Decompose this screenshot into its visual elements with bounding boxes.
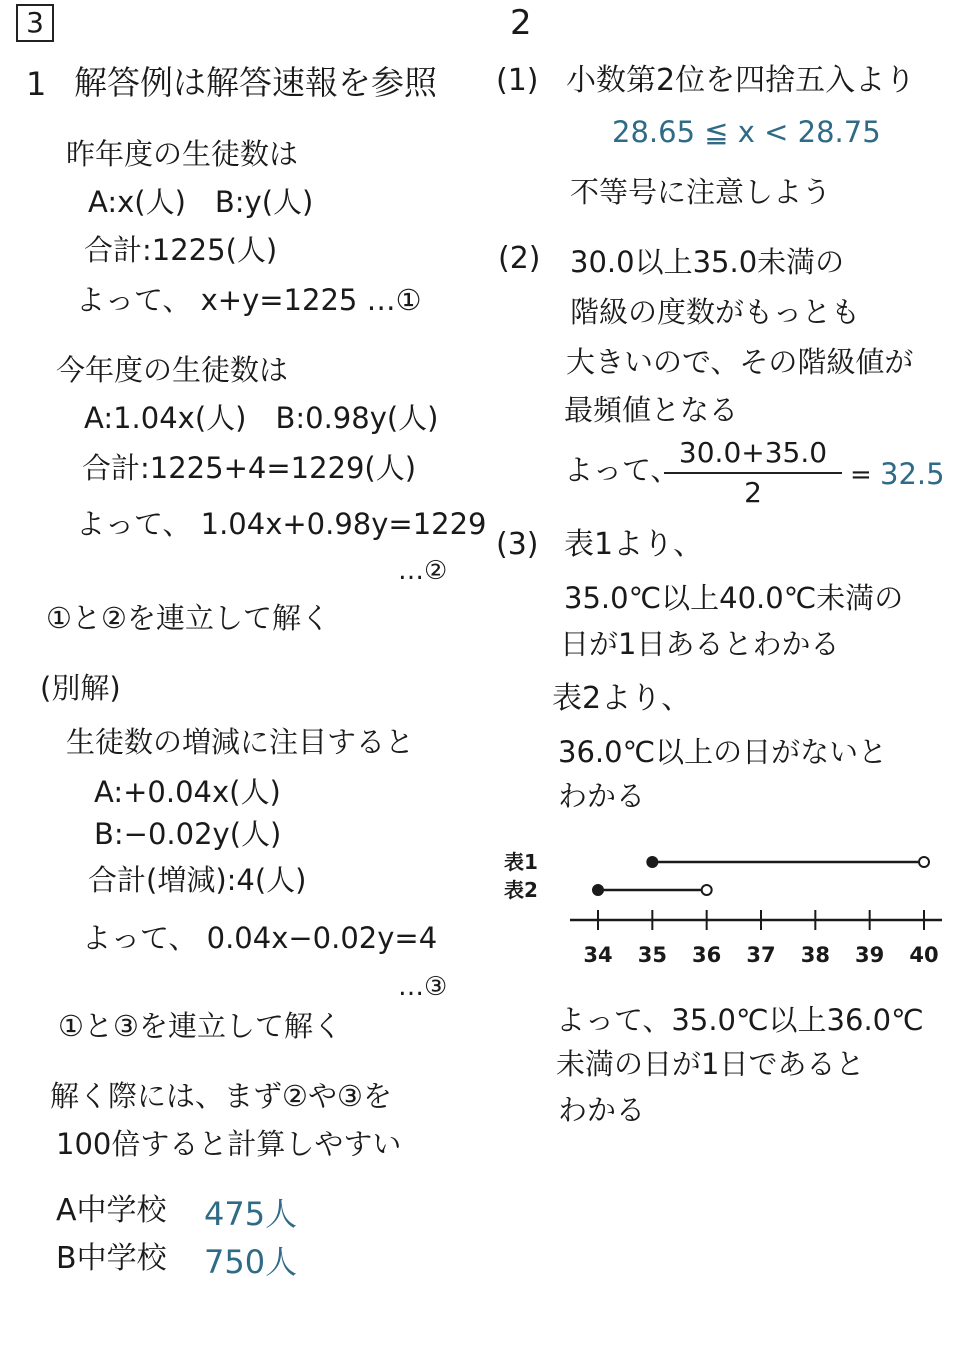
tip-line-1: 解く際には、まず②や③を	[50, 1079, 392, 1113]
axis-tick-label: 37	[746, 943, 776, 967]
equation-1: よって、 x+y=1225 …①	[76, 283, 422, 317]
last-year-title: 昨年度の生徒数は	[66, 137, 299, 171]
alt-focus: 生徒数の増減に注目すると	[66, 725, 415, 759]
q3-line-4: 表2より、	[552, 681, 692, 716]
equation-2-mark: …②	[398, 556, 448, 586]
alt-total: 合計(増減):4(人)	[88, 863, 307, 897]
conclusion-line-3: わかる	[558, 1093, 646, 1127]
series-end-point	[919, 857, 929, 867]
q2-line-2: 階級の度数がもっとも	[570, 295, 861, 329]
answer-b-value: 750人	[204, 1243, 298, 1281]
intro-text: 解答例は解答速報を参照	[74, 63, 437, 102]
q2-numerator: 30.0+35.0	[678, 436, 828, 469]
q2-fraction	[664, 436, 842, 509]
axis-tick-label: 40	[909, 943, 939, 967]
conclusion-line-2: 未満の日が1日であると	[556, 1047, 865, 1081]
alt-b: B:−0.02y(人)	[94, 817, 282, 851]
page-number: 2	[510, 3, 532, 43]
series-end-point	[702, 885, 712, 895]
q3-label: (3)	[496, 527, 539, 562]
q2-yotte: よって、	[564, 453, 680, 487]
q3-line-6: わかる	[558, 779, 646, 813]
solve-1-3: ①と③を連立して解く	[58, 1009, 342, 1043]
solve-1-2: ①と②を連立して解く	[46, 601, 330, 635]
problem-number: 3	[26, 6, 44, 39]
alt-a: A:+0.04x(人)	[94, 775, 281, 809]
tip-line-2: 100倍すると計算しやすい	[56, 1127, 402, 1161]
answer-b-label: B中学校	[56, 1241, 167, 1276]
problem-number-box	[16, 4, 54, 42]
q2-answer: 32.5	[880, 457, 945, 491]
item-label: 1	[26, 65, 47, 103]
last-year-total: 合計:1225(人)	[84, 233, 278, 267]
answer-a-label: A中学校	[56, 1193, 167, 1228]
this-year-total: 合計:1225+4=1229(人)	[82, 451, 417, 485]
equation-2: よって、 1.04x+0.98y=1229	[76, 507, 487, 541]
q2-equals: =	[850, 460, 872, 490]
q1-note: 不等号に注意しよう	[570, 175, 832, 209]
axis-tick-label: 36	[692, 943, 722, 967]
last-year-ab: A:x(人) B:y(人)	[88, 185, 314, 219]
axis-tick-label: 39	[855, 943, 885, 967]
q3-line-3: 日が1日あるとわかる	[560, 627, 840, 661]
series-label: 表2	[504, 878, 538, 902]
answer-a-value: 475人	[204, 1195, 298, 1233]
axis-tick-label: 38	[800, 943, 830, 967]
number-line-diagram	[490, 836, 960, 976]
this-year-ab: A:1.04x(人) B:0.98y(人)	[84, 401, 439, 435]
equation-3: よって、 0.04x−0.02y=4	[82, 921, 438, 955]
q2-line-1: 30.0以上35.0未満の	[570, 245, 845, 279]
axis-tick-label: 35	[637, 943, 667, 967]
q3-line-5: 36.0℃以上の日がないと	[558, 735, 888, 769]
q1-answer: 28.65 ≦ x < 28.75	[612, 115, 881, 149]
conclusion-line-1: よって、35.0℃以上36.0℃	[556, 1003, 924, 1037]
q2-denominator: 2	[744, 476, 762, 509]
q2-label: (2)	[498, 241, 541, 276]
q2-line-3: 大きいので、その階級値が	[566, 345, 914, 379]
this-year-title: 今年度の生徒数は	[56, 353, 289, 387]
series-start-point	[593, 885, 603, 895]
q1-text: 小数第2位を四捨五入より	[566, 63, 916, 98]
q3-line-1: 表1より、	[564, 527, 704, 562]
series-start-point	[647, 857, 657, 867]
series-label: 表1	[504, 850, 538, 874]
q1-label: (1)	[496, 63, 539, 98]
alt-solution-title: (別解)	[40, 671, 121, 705]
q2-line-4: 最頻値となる	[564, 393, 739, 427]
q3-line-2: 35.0℃以上40.0℃未満の	[564, 581, 904, 615]
axis-tick-label: 34	[583, 943, 613, 967]
equation-3-mark: …③	[398, 972, 448, 1002]
